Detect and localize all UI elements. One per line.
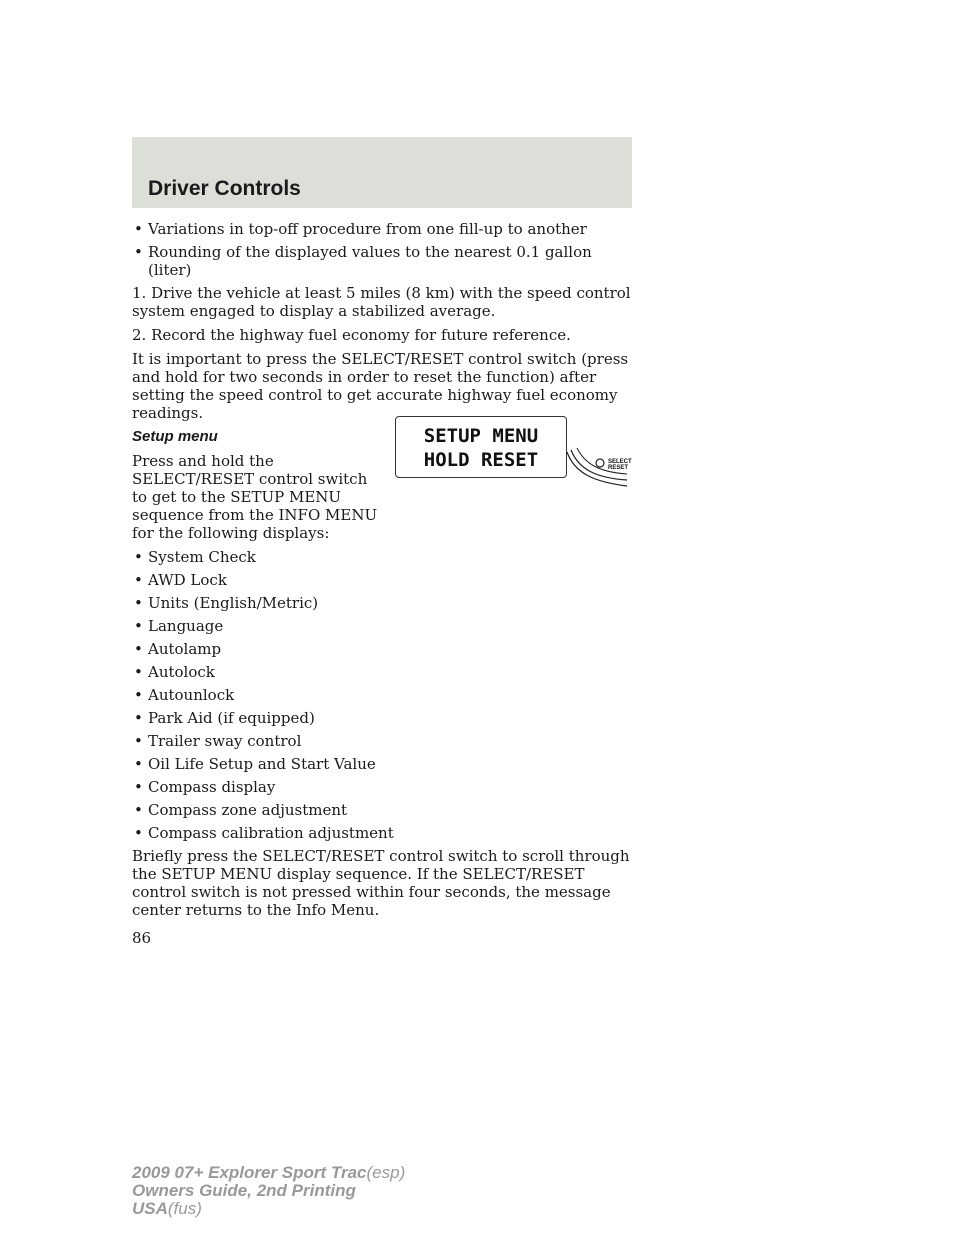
switch-label-reset: RESET (608, 465, 629, 471)
list-item: • Autounlock (132, 686, 632, 704)
section-header-band (132, 137, 632, 208)
list-item: • Autolock (132, 663, 632, 681)
display-text-line2: HOLD RESET (423, 449, 539, 471)
footer-line3 (132, 1200, 405, 1218)
step-paragraph: 1. Drive the vehicle at least 5 miles (8 km) with the speed control system engaged to display a stabilized average. (132, 284, 631, 320)
list-item: • Oil Life Setup and Start Value (132, 755, 632, 773)
list-item: • Language (132, 617, 632, 635)
page-number: 86 (132, 929, 152, 947)
message-center-illustration (395, 416, 635, 496)
important-note: It is important to press the SELECT/RESET control switch (press and hold for two seconds in order to reset the function) after setting the speed control to get accurate highway fuel economy readings. (132, 350, 629, 422)
document-footer (132, 1164, 405, 1218)
closing-paragraph: Briefly press the SELECT/RESET control switch to scroll through the SETUP MENU display sequence. If the SELECT/RESET control switch is not pressed within four seconds, the message center returns to the Info Menu. (132, 847, 630, 919)
footer-model: 2009 07+ Explorer Sport Trac (132, 1163, 367, 1182)
list-item: • Compass display (132, 778, 632, 796)
footer-line2: Owners Guide, 2nd Printing (132, 1181, 356, 1200)
list-item: • Rounding of the displayed values to the nearest 0.1 gallon (liter) (132, 243, 632, 279)
list-item: • Compass calibration adjustment (132, 824, 632, 842)
page-content (132, 220, 632, 925)
list-item: • Units (English/Metric) (132, 594, 632, 612)
list-item: • System Check (132, 548, 632, 566)
list-item: • Park Aid (if equipped) (132, 709, 632, 727)
switch-label-select: SELECT (608, 459, 632, 465)
setup-intro-paragraph: Press and hold the SELECT/RESET control switch to get to the SETUP MENU sequence from the INFO MENU for the following displays: (132, 452, 378, 542)
message-center-display (395, 416, 567, 478)
section-title: Driver Controls (148, 177, 301, 200)
footer-region-code: (fus) (167, 1199, 202, 1218)
list-item: • AWD Lock (132, 571, 632, 589)
footer-region: USA (132, 1199, 168, 1218)
list-item: • Variations in top-off procedure from one fill-up to another (132, 220, 632, 238)
footer-line1 (132, 1164, 405, 1182)
list-item: • Autolamp (132, 640, 632, 658)
list-item: • Compass zone adjustment (132, 801, 632, 819)
list-item: • Trailer sway control (132, 732, 632, 750)
footer-model-code: (esp) (366, 1163, 406, 1182)
setup-menu-heading: Setup menu (132, 428, 218, 445)
display-text-line1: SETUP MENU (423, 425, 539, 447)
step-paragraph: 2. Record the highway fuel economy for future reference. (132, 326, 571, 344)
